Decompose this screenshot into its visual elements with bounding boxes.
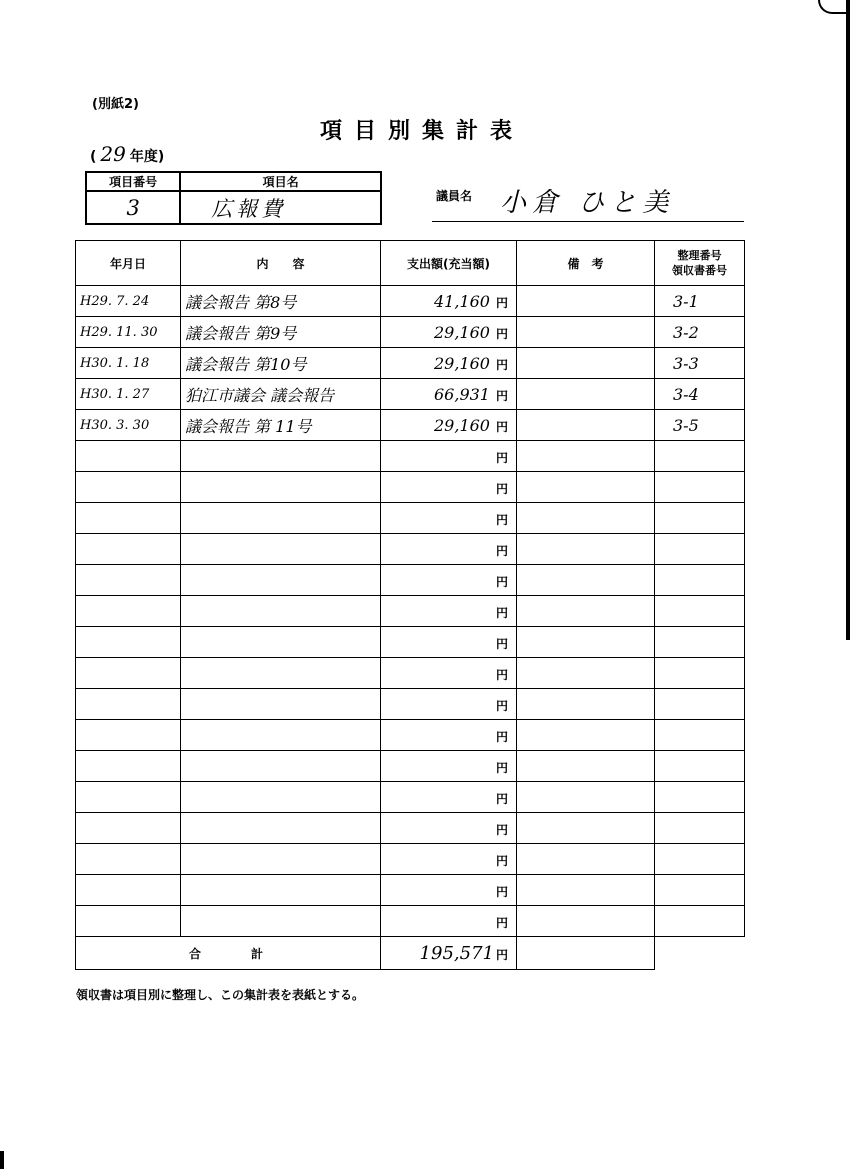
yen-symbol: 円 — [495, 543, 508, 558]
row-date — [76, 441, 181, 472]
amount-header: 支出額(充当額) — [381, 241, 517, 286]
row-refno — [655, 689, 745, 720]
yen-symbol: 円 — [495, 884, 508, 899]
page-edge — [846, 0, 850, 640]
fiscal-year-open: ( — [90, 149, 97, 165]
table-row — [76, 286, 745, 317]
row-amount-cell — [381, 317, 517, 348]
member-underline — [432, 221, 744, 222]
yen-symbol: 円 — [495, 388, 508, 403]
row-remarks — [517, 565, 655, 596]
table-row — [76, 906, 745, 937]
row-content — [181, 844, 381, 875]
row-remarks — [517, 379, 655, 410]
row-amount-cell — [381, 534, 517, 565]
refno-header — [655, 241, 745, 286]
row-date — [76, 813, 181, 844]
row-remarks — [517, 410, 655, 441]
row-content — [181, 565, 381, 596]
table-row — [76, 472, 745, 503]
row-amount: 29,160 — [434, 415, 490, 435]
row-refno: 3-5 — [655, 410, 745, 441]
row-date — [76, 627, 181, 658]
table-row — [76, 689, 745, 720]
total-blank — [655, 937, 745, 970]
table-row — [76, 751, 745, 782]
row-remarks — [517, 534, 655, 565]
row-refno — [655, 906, 745, 937]
row-refno — [655, 565, 745, 596]
table-header-row — [76, 241, 745, 286]
row-amount-cell — [381, 689, 517, 720]
row-amount-cell — [381, 503, 517, 534]
row-refno — [655, 720, 745, 751]
yen-symbol: 円 — [495, 512, 508, 527]
row-refno — [655, 844, 745, 875]
table-row — [76, 348, 745, 379]
member-label: 議員名 — [436, 189, 473, 203]
yen-symbol: 円 — [495, 605, 508, 620]
yen-symbol: 円 — [495, 419, 508, 434]
row-amount-cell — [381, 751, 517, 782]
row-amount-cell — [381, 410, 517, 441]
row-remarks — [517, 813, 655, 844]
row-date: H30. 3. 30 — [76, 410, 181, 441]
table-row — [76, 534, 745, 565]
item-number-header: 項目番号 — [86, 172, 180, 191]
row-remarks — [517, 627, 655, 658]
member-name: 小倉 ひと美 — [500, 188, 675, 218]
row-date — [76, 906, 181, 937]
row-content: 狛江市議会 議会報告 — [181, 379, 381, 410]
yen-symbol: 円 — [495, 915, 508, 930]
row-remarks — [517, 689, 655, 720]
table-row — [76, 379, 745, 410]
row-remarks — [517, 348, 655, 379]
remarks-header: 備 考 — [517, 241, 655, 286]
row-amount-cell — [381, 348, 517, 379]
table-row — [76, 503, 745, 534]
content-header: 内 容 — [181, 241, 381, 286]
row-content — [181, 441, 381, 472]
row-refno: 3-2 — [655, 317, 745, 348]
row-content — [181, 503, 381, 534]
row-amount-cell — [381, 875, 517, 906]
yen-symbol: 円 — [495, 791, 508, 806]
row-refno — [655, 627, 745, 658]
yen-symbol: 円 — [495, 636, 508, 651]
table-row — [76, 410, 745, 441]
row-refno — [655, 751, 745, 782]
yen-symbol: 円 — [495, 853, 508, 868]
table-row — [76, 813, 745, 844]
row-content: 議会報告 第10号 — [181, 348, 381, 379]
yen-symbol: 円 — [495, 357, 508, 372]
row-remarks — [517, 441, 655, 472]
table-row — [76, 317, 745, 348]
row-refno — [655, 503, 745, 534]
date-header: 年月日 — [76, 241, 181, 286]
yen-symbol: 円 — [495, 947, 508, 962]
yen-symbol: 円 — [495, 760, 508, 775]
row-refno: 3-1 — [655, 286, 745, 317]
row-content — [181, 689, 381, 720]
item-info-table — [85, 171, 382, 225]
row-date: H29. 7. 24 — [76, 286, 181, 317]
fiscal-year — [90, 142, 164, 166]
total-row — [76, 937, 745, 970]
item-name: 広報費 — [180, 191, 381, 224]
row-date: H29. 11. 30 — [76, 317, 181, 348]
yen-symbol: 円 — [495, 481, 508, 496]
yen-symbol: 円 — [495, 295, 508, 310]
row-amount: 29,160 — [434, 322, 490, 342]
row-amount-cell — [381, 596, 517, 627]
row-date — [76, 751, 181, 782]
row-refno — [655, 472, 745, 503]
document-title: 項目別集計表 — [319, 119, 524, 144]
row-remarks — [517, 286, 655, 317]
row-date — [76, 596, 181, 627]
row-content: 議会報告 第 11号 — [181, 410, 381, 441]
row-refno — [655, 813, 745, 844]
row-content — [181, 720, 381, 751]
table-row — [76, 441, 745, 472]
row-amount-cell — [381, 286, 517, 317]
yen-symbol: 円 — [495, 450, 508, 465]
total-amount-cell — [381, 937, 517, 970]
yen-symbol: 円 — [495, 729, 508, 744]
row-remarks — [517, 317, 655, 348]
row-refno — [655, 441, 745, 472]
yen-symbol: 円 — [495, 698, 508, 713]
row-amount-cell — [381, 844, 517, 875]
row-date — [76, 689, 181, 720]
row-date — [76, 534, 181, 565]
row-refno — [655, 782, 745, 813]
fiscal-year-value: 29 — [100, 142, 126, 166]
row-amount-cell — [381, 658, 517, 689]
table-row — [76, 596, 745, 627]
row-amount-cell — [381, 565, 517, 596]
item-name-header: 項目名 — [180, 172, 381, 191]
row-remarks — [517, 658, 655, 689]
row-content — [181, 627, 381, 658]
row-amount-cell — [381, 906, 517, 937]
row-remarks — [517, 751, 655, 782]
table-row — [76, 782, 745, 813]
row-remarks — [517, 844, 655, 875]
row-content — [181, 472, 381, 503]
row-date — [76, 658, 181, 689]
attachment-label: (別紙2) — [92, 97, 139, 112]
row-refno — [655, 534, 745, 565]
row-content — [181, 751, 381, 782]
row-remarks — [517, 906, 655, 937]
yen-symbol: 円 — [495, 822, 508, 837]
row-refno — [655, 875, 745, 906]
row-refno — [655, 596, 745, 627]
table-row — [76, 844, 745, 875]
total-amount: 195,571 — [419, 942, 494, 964]
row-refno — [655, 658, 745, 689]
scan-mark — [0, 1151, 4, 1169]
row-amount: 29,160 — [434, 353, 490, 373]
refno-header-line1: 整理番号 — [677, 249, 722, 262]
row-content: 議会報告 第9号 — [181, 317, 381, 348]
row-content — [181, 658, 381, 689]
row-date — [76, 720, 181, 751]
row-remarks — [517, 782, 655, 813]
row-remarks — [517, 720, 655, 751]
page-corner — [818, 0, 850, 14]
yen-symbol: 円 — [495, 574, 508, 589]
table-row — [76, 627, 745, 658]
row-amount-cell — [381, 782, 517, 813]
row-content: 議会報告 第8号 — [181, 286, 381, 317]
footer-note: 領収書は項目別に整理し、この集計表を表紙とする。 — [76, 988, 365, 1002]
row-remarks — [517, 503, 655, 534]
refno-header-line2: 領収書番号 — [672, 264, 727, 277]
row-refno: 3-3 — [655, 348, 745, 379]
row-content — [181, 813, 381, 844]
row-amount: 41,160 — [434, 291, 490, 311]
row-amount-cell — [381, 813, 517, 844]
row-date: H30. 1. 18 — [76, 348, 181, 379]
table-row — [76, 565, 745, 596]
row-date — [76, 472, 181, 503]
yen-symbol: 円 — [495, 667, 508, 682]
fiscal-year-suffix: 年度) — [129, 149, 165, 165]
row-date — [76, 565, 181, 596]
row-date — [76, 782, 181, 813]
table-row — [76, 658, 745, 689]
row-remarks — [517, 875, 655, 906]
yen-symbol: 円 — [495, 326, 508, 341]
row-amount-cell — [381, 379, 517, 410]
row-remarks — [517, 472, 655, 503]
row-amount-cell — [381, 720, 517, 751]
row-refno: 3-4 — [655, 379, 745, 410]
row-date — [76, 844, 181, 875]
row-date: H30. 1. 27 — [76, 379, 181, 410]
row-content — [181, 875, 381, 906]
table-row — [76, 875, 745, 906]
total-remarks-cell — [517, 937, 655, 970]
row-date — [76, 875, 181, 906]
row-amount-cell — [381, 441, 517, 472]
row-remarks — [517, 596, 655, 627]
table-row — [76, 720, 745, 751]
item-number: 3 — [86, 191, 180, 224]
row-date — [76, 503, 181, 534]
row-amount-cell — [381, 472, 517, 503]
row-amount-cell — [381, 627, 517, 658]
row-content — [181, 906, 381, 937]
total-label: 合計 — [76, 937, 381, 970]
expense-table — [75, 240, 745, 970]
row-amount: 66,931 — [434, 384, 490, 404]
row-content — [181, 596, 381, 627]
row-content — [181, 534, 381, 565]
row-content — [181, 782, 381, 813]
